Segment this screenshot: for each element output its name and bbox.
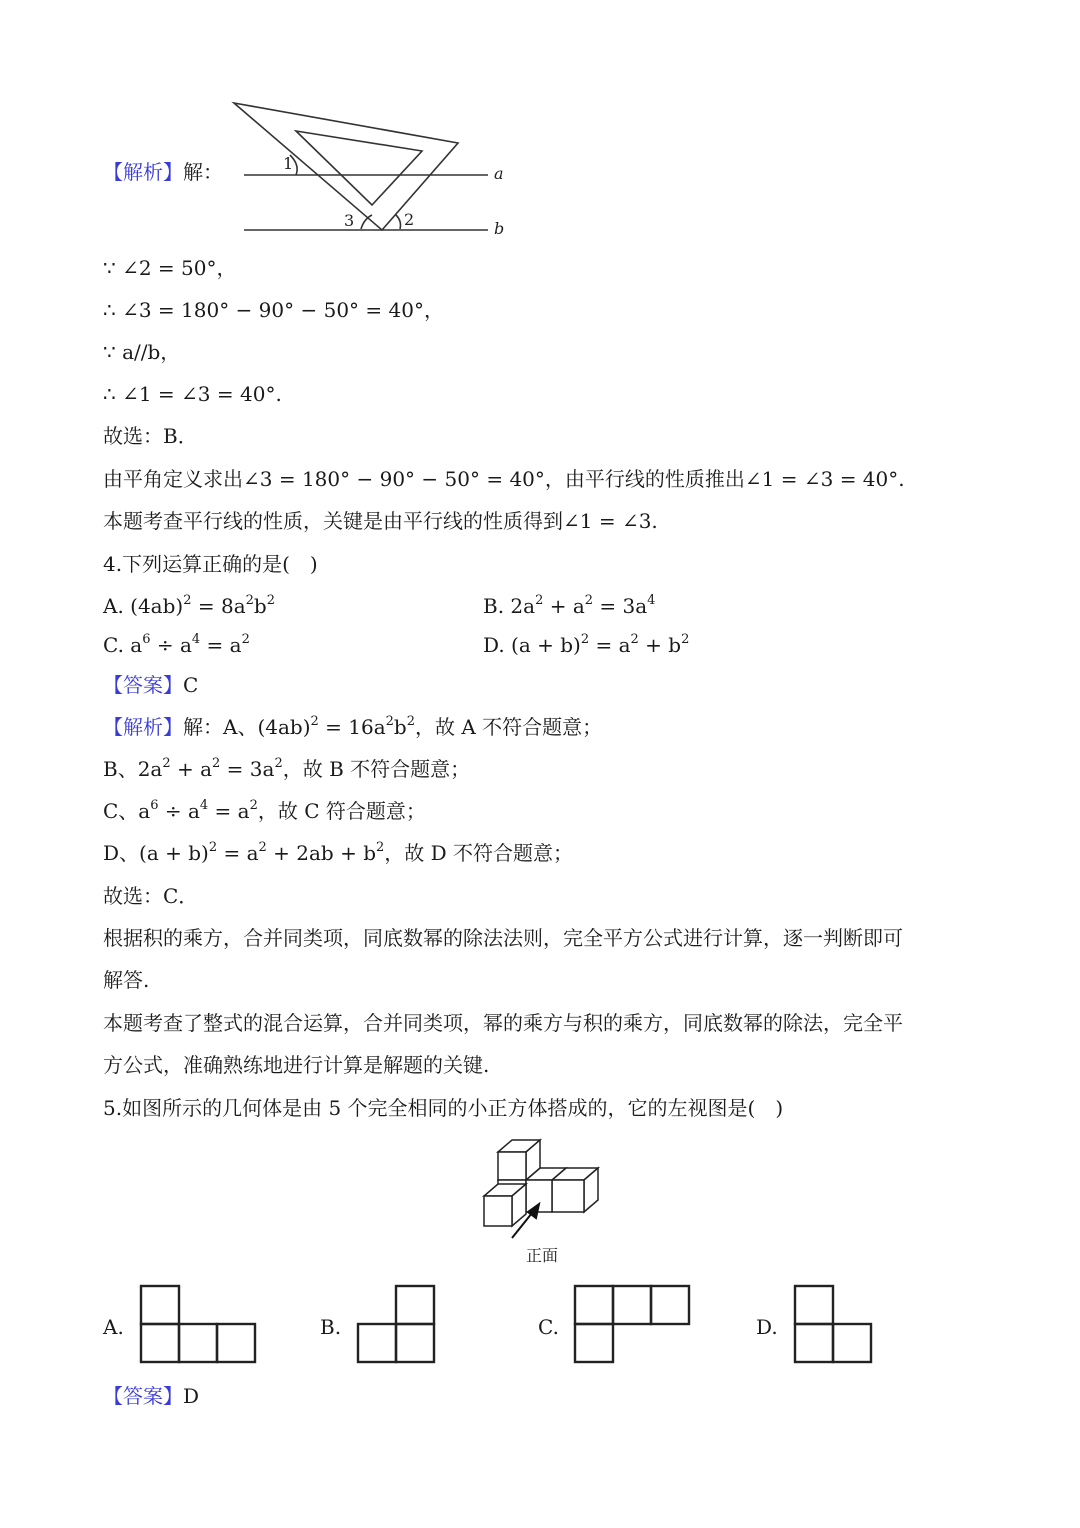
q5-option-b-label: B.	[320, 1315, 342, 1339]
q5-option-b-figure	[357, 1285, 439, 1365]
cube-solid-figure	[478, 1134, 608, 1270]
q4-analysis-5: 故选：C．	[103, 884, 199, 908]
q5-option-c-figure	[574, 1285, 694, 1365]
step-4: ∴ ∠1 = ∠3 = 40°.	[103, 382, 282, 406]
answer-value: D	[183, 1384, 200, 1408]
angle1-label: 1	[283, 154, 294, 173]
q5-option-d-label: D.	[756, 1315, 778, 1339]
q5-option-a-label: A.	[103, 1315, 124, 1339]
q4-answer	[103, 671, 198, 699]
q4-stem: 4.下列运算正确的是( )	[103, 552, 318, 576]
solution-intro: 解：	[183, 160, 223, 184]
answer-tag: 【答案】	[103, 1384, 183, 1408]
q5-stem: 5.如图所示的几何体是由 5 个完全相同的小正方体搭成的，它的左视图是( )	[103, 1096, 784, 1120]
q4-option-c: C. $a^6 \div a^4 = a^2$	[103, 632, 250, 657]
q4-analysis-4: D、$(a + b)^2 = a^2 + 2ab + b^2$，故 D 不符合题意；	[103, 840, 574, 865]
q4-analysis-3: C、$a^6 \div a^4 = a^2$，故 C 符合题意；	[103, 798, 426, 823]
step-7: 本题考查平行线的性质，关键是由平行线的性质得到∠1 = ∠3.	[103, 509, 658, 533]
step-2: ∴ ∠3 = 180° − 90° − 50° = 40°，	[103, 298, 444, 322]
analysis-tag: 【解析】	[103, 160, 183, 184]
step-6: 由平角定义求出∠3 = 180° − 90° − 50° = 40°，由平行线的性质推出∠1 = ∠3 = 40°.	[103, 467, 905, 491]
step-1: ∵ ∠2 = 50°，	[103, 256, 237, 280]
q4-analysis-9: 方公式，准确熟练地进行计算是解题的关键.	[103, 1053, 490, 1077]
triangle-ruler-figure	[230, 95, 520, 245]
q4-option-a: A. $(4ab)^2 = 8a^2b^2$	[103, 593, 275, 618]
answer-value: C	[183, 673, 199, 697]
q4-option-d: D. $(a + b)^2 = a^2 + b^2$	[483, 632, 690, 657]
q4-analysis-6: 根据积的乘方，合并同类项，同底数幂的除法法则，完全平方公式进行计算，逐一判断即可	[103, 926, 903, 950]
angle2-arc	[396, 215, 401, 229]
q4-option-b: B. $2a^2 + a^2 = 3a^4$	[483, 593, 656, 618]
q5-option-c-label: C.	[538, 1315, 559, 1339]
answer-tag: 【答案】	[103, 673, 183, 697]
q5-option-d-figure	[794, 1285, 876, 1365]
angle3-label: 3	[344, 211, 355, 230]
q5-option-a-figure	[140, 1285, 260, 1365]
analysis-tag: 【解析】	[103, 715, 183, 739]
q4-analysis-2: B、$2a^2 + a^2 = 3a^2$，故 B 不符合题意；	[103, 756, 471, 781]
q3-solution-header	[103, 158, 223, 186]
front-caption: 正面	[526, 1246, 559, 1265]
q4-analysis-1: 【解析】解：A、$(4ab)^2 = 16a^2b^2$，故 A 不符合题意；	[103, 714, 603, 739]
angle2-label: 2	[404, 210, 415, 229]
q5-answer	[103, 1382, 199, 1410]
step-3: ∵ a//b，	[103, 340, 181, 364]
q4-analysis-8: 本题考查了整式的混合运算，合并同类项，幂的乘方与积的乘方，同底数幂的除法，完全平	[103, 1011, 903, 1035]
line-a-label: a	[494, 164, 504, 183]
q4-analysis-7: 解答.	[103, 968, 150, 992]
inner-triangle	[296, 131, 422, 205]
line-b-label: b	[494, 219, 505, 238]
step-5: 故选：B．	[103, 424, 198, 448]
